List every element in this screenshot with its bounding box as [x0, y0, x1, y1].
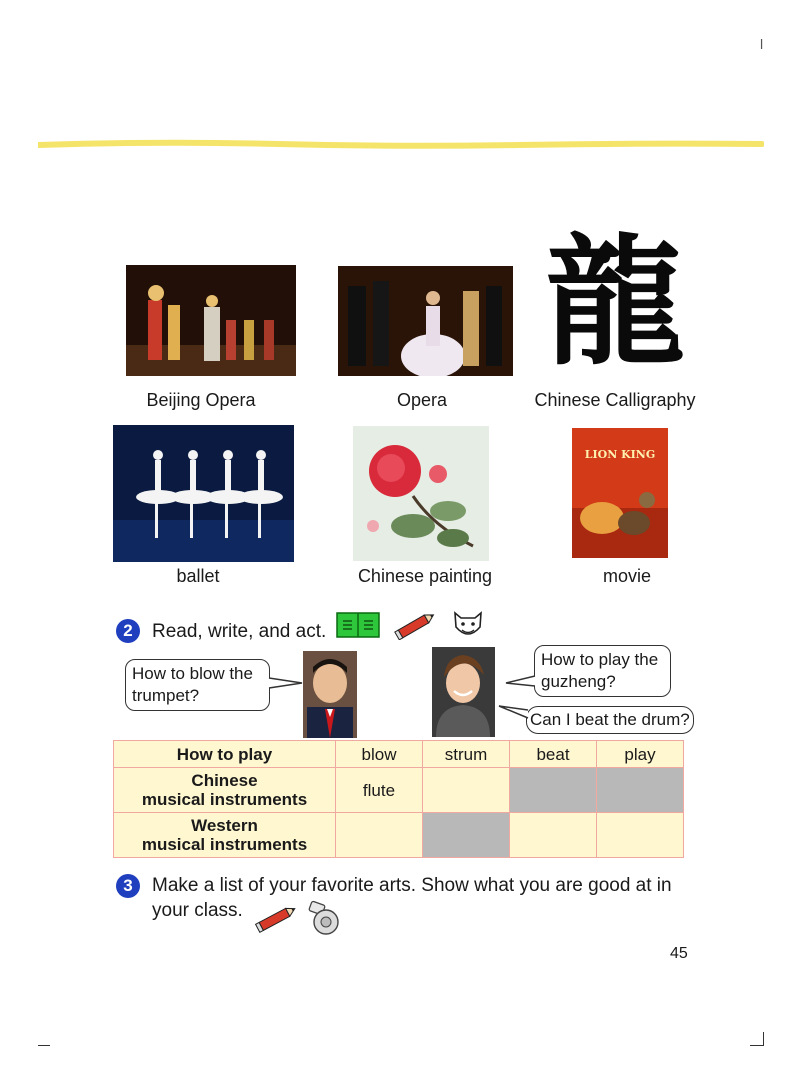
row-label-line1: Chinese — [191, 771, 258, 790]
book-icon — [336, 612, 380, 638]
beijing-opera-photo — [126, 265, 296, 376]
crop-mark-bottom-left — [38, 1045, 50, 1046]
speech-bubble-drum: Can I beat the drum? — [526, 706, 694, 734]
caption-calligraphy: Chinese Calligraphy — [534, 390, 696, 410]
yellow-divider — [38, 138, 764, 152]
table-row-label-western — [114, 813, 336, 858]
speech-bubble-trumpet: How to blow the trumpet? — [125, 659, 270, 711]
table-cell-shaded — [510, 768, 597, 813]
table-header-strum: strum — [423, 741, 510, 768]
opera-photo — [338, 266, 513, 376]
table-cell[interactable] — [510, 813, 597, 858]
table-header-blow: blow — [336, 741, 423, 768]
boy-photo-right — [432, 647, 495, 737]
caption-movie: movie — [602, 566, 651, 586]
section-3-instruction-line2: your class. — [152, 900, 243, 921]
boy-photo-left — [303, 651, 357, 738]
table-cell[interactable]: flute — [336, 768, 423, 813]
caption-beijing-opera: Beijing Opera — [146, 390, 256, 410]
speech-bubble-guzheng: How to play the guzheng? — [534, 645, 671, 697]
whistle-icon — [306, 900, 342, 936]
crop-mark-bottom-right-vertical — [763, 1032, 764, 1045]
pencil-icon — [253, 903, 299, 933]
table-cell-shaded — [423, 813, 510, 858]
chinese-painting-photo — [353, 426, 489, 561]
caption-opera: Opera — [396, 390, 448, 410]
table-row-label-chinese — [114, 768, 336, 813]
page-number: 45 — [670, 945, 688, 962]
table-cell[interactable] — [336, 813, 423, 858]
caption-chinese-painting: Chinese painting — [357, 566, 493, 586]
pencil-icon — [392, 610, 438, 640]
bubble-tail-guzheng — [504, 674, 536, 688]
section-2-badge: 2 — [116, 619, 140, 643]
ballet-photo — [113, 425, 294, 562]
row-label-line1: Western — [191, 816, 258, 835]
table-header-play: play — [597, 741, 684, 768]
bubble-tail-drum — [497, 704, 529, 720]
section-3-badge: 3 — [116, 874, 140, 898]
calligraphy-character: 龍 — [544, 221, 685, 385]
table-cell[interactable] — [597, 813, 684, 858]
table-cell[interactable] — [423, 768, 510, 813]
section-2-instruction: Read, write, and act. — [152, 621, 327, 642]
corner-mark: l — [760, 36, 764, 52]
mask-icon — [452, 609, 484, 641]
row-label-line2: musical instruments — [141, 835, 308, 854]
caption-ballet: ballet — [176, 566, 220, 586]
table-header-how-to-play: How to play — [114, 741, 336, 768]
crop-mark-bottom-right — [750, 1045, 764, 1046]
bubble-tail-trumpet — [268, 676, 304, 690]
section-3-instruction-line1: Make a list of your favorite arts. Show what you are good at in — [152, 875, 672, 896]
table-cell-shaded — [597, 768, 684, 813]
table-header-beat: beat — [510, 741, 597, 768]
lion-king-title: LION KING — [584, 448, 656, 461]
instruments-table — [113, 740, 684, 858]
row-label-line2: musical instruments — [141, 790, 308, 809]
lion-king-poster — [572, 428, 668, 558]
